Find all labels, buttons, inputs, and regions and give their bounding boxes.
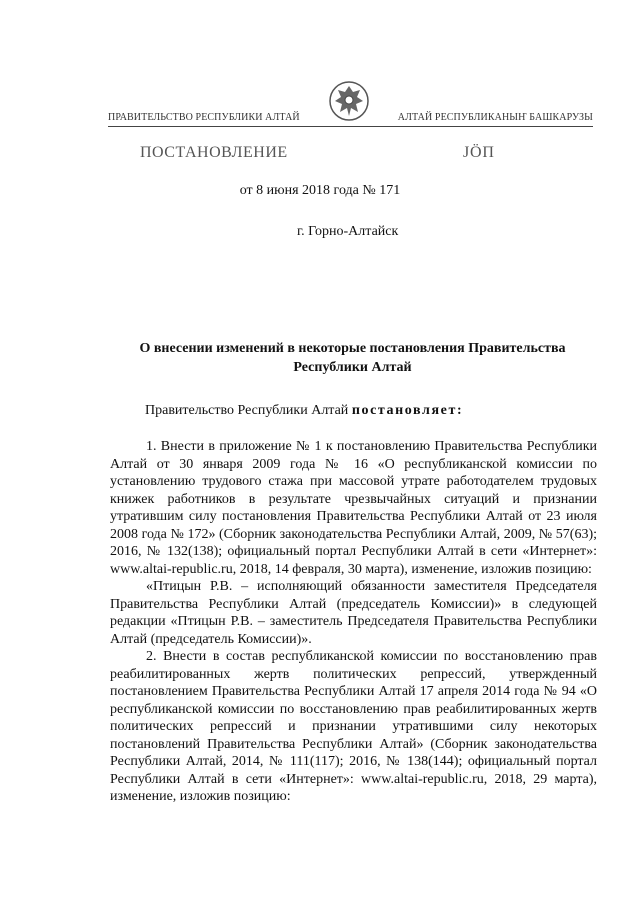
document-body xyxy=(110,438,597,806)
document-title: О внесении изменений в некоторые постановления Правительства Республики Алтай xyxy=(139,341,566,375)
document-date-number: от 8 июня 2018 года № 171 xyxy=(239,183,401,198)
preamble-bold: постановляет: xyxy=(351,403,464,418)
letterhead-rule xyxy=(108,126,593,127)
document-type-alt: JӦП xyxy=(463,144,495,161)
paragraph-2: «Птицын Р.В. – исполняющий обязанности заместителя Председателя Правительства Республики Алтай (председатель Комиссии)» в следующей редакции «Птицын Р.В. – заместитель Председателя Правительства Республики Алтай (председатель Комиссии)». xyxy=(110,579,597,647)
coat-of-arms-emblem xyxy=(327,78,371,124)
paragraph-1: 1. Внести в приложение № 1 к постановлению Правительства Республики Алтай от 30 января 2009 года № 16 «О республиканской комиссии по установлению трудового стажа при массовой утрате работодателем трудовых книжек работников в результате чрезвычайных ситуаций и признании утратившим силу постановления Правительства Республики Алтай от 23 июля 2008 года № 172» (Сборник законодательства Республики Алтай, 2009, № 57(63); 2016, № 132(138); официальный портал Республики Алтай в сети «Интернет»: www.altai-republic.ru, 2018, 14 февраля, 30 марта), изменение, изложив позицию: xyxy=(110,439,597,577)
letterhead-left-text: ПРАВИТЕЛЬСТВО РЕСПУБЛИКИ АЛТАЙ xyxy=(108,112,300,123)
letterhead-right-text: АЛТАЙ РЕСПУБЛИКАНЫҤ БАШКАРУЗЫ xyxy=(397,112,593,123)
preamble xyxy=(145,403,463,419)
document-city: г. Горно-Алтайск xyxy=(297,224,399,239)
paragraph-3: 2. Внести в состав республиканской комиссии по восстановлению прав реабилитированных жертв политических репрессий, утвержденный постановлением Правительства Республики Алтай 17 апреля 2014 года № 94 «О республиканской комиссии по восстановлению прав реабилитированных жертв политических репрессий и признании утратившими силу некоторых постановлений Правительства Республики Алтай» (Сборник законодательства Республики Алтай, 2014, № 111(117); 2016, № 138(144); официальный портал Республики Алтай в сети «Интернет»: www.altai-republic.ru, 2018, 29 марта), изменение, изложив позицию: xyxy=(110,649,597,804)
preamble-text: Правительство Республики Алтай xyxy=(145,403,352,418)
document-type-ru: ПОСТАНОВЛЕНИЕ xyxy=(140,144,288,161)
